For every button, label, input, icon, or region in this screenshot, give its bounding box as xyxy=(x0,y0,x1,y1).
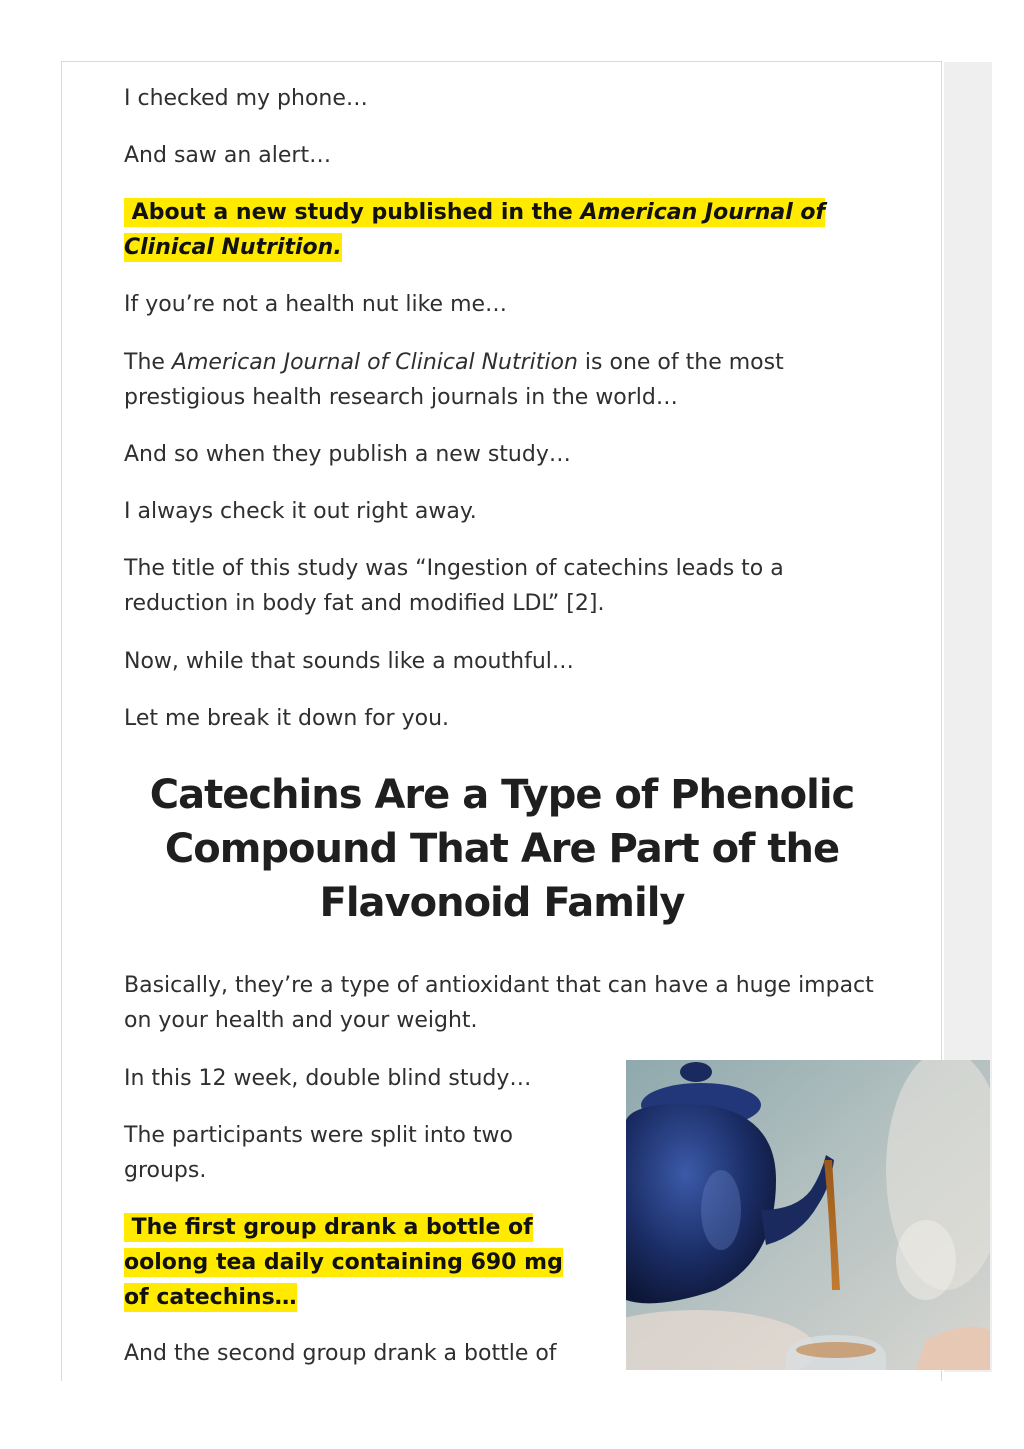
journal-name: American Journal of Clinical Nutrition xyxy=(171,350,578,375)
section-heading: Catechins Are a Type of Phenolic Compound That Are Part of the Flavonoid Family xyxy=(149,772,855,926)
paragraph: The participants were split into two groups. xyxy=(124,1123,513,1183)
paragraph: I always check it out right away. xyxy=(124,499,477,524)
paragraph: And the second group drank a bottle of xyxy=(124,1341,557,1366)
highlight-text: The first group drank a bottle of oolong tea daily containing 690 mg of catechins… xyxy=(124,1215,563,1310)
paragraph: The American Journal of Clinical Nutrition is one of the most prestigious health research journals in the world… xyxy=(124,350,784,410)
teapot-pouring-icon xyxy=(626,1060,990,1370)
teapot-photo xyxy=(626,1060,990,1370)
highlight-paragraph xyxy=(124,1210,594,1315)
paragraph: If you’re not a health nut like me… xyxy=(124,292,508,317)
highlight-text: About a new study published in the American Journal of Clinical Nutrition. xyxy=(124,200,826,260)
highlight-paragraph xyxy=(124,195,874,265)
paragraph: Let me break it down for you. xyxy=(124,706,450,731)
paragraph: And so when they publish a new study… xyxy=(124,442,571,467)
paragraph: In this 12 week, double blind study… xyxy=(124,1066,532,1091)
paragraph: I checked my phone… xyxy=(124,86,368,111)
paragraph: Now, while that sounds like a mouthful… xyxy=(124,649,574,674)
paragraph: Basically, they’re a type of antioxidant that can have a huge impact on your health and your weight. xyxy=(124,973,874,1033)
journal-name: American Journal of Clinical Nutrition. xyxy=(124,200,826,260)
paragraph: And saw an alert… xyxy=(124,143,332,168)
paragraph: The title of this study was “Ingestion of catechins leads to a reduction in body fat and modified LDL” [2]. xyxy=(124,556,784,616)
